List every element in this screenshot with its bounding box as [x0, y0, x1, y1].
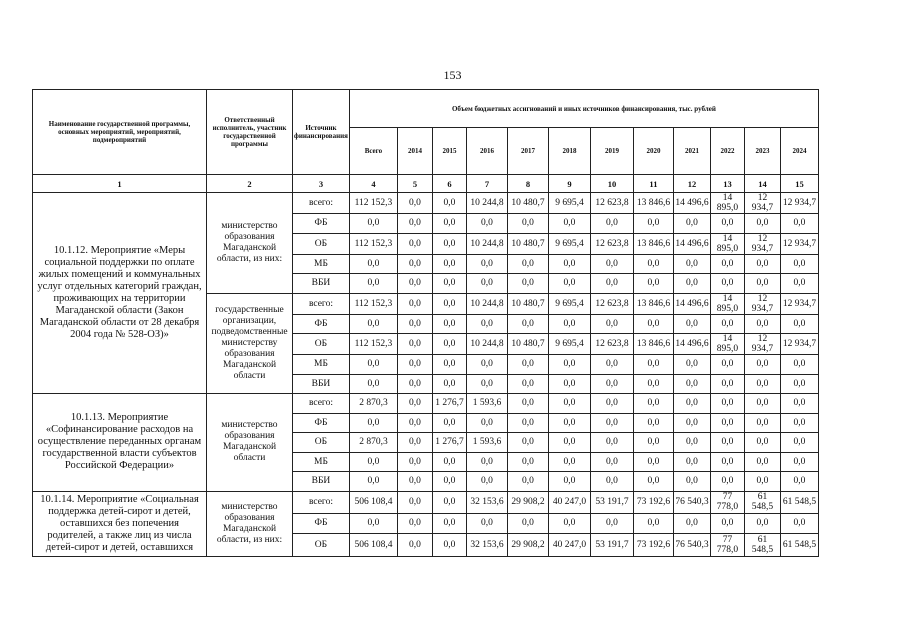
year-value-cell: 76 540,3	[673, 491, 710, 513]
year-value-cell: 77 778,0	[710, 534, 744, 556]
column-number: 14	[744, 175, 780, 193]
year-value-cell: 0,0	[673, 433, 710, 453]
column-number: 11	[633, 175, 673, 193]
year-value-cell: 0,0	[590, 433, 633, 453]
year-value-cell: 0,0	[590, 394, 633, 414]
year-value-cell: 61 548,5	[744, 534, 780, 556]
year-value-cell: 0,0	[633, 394, 673, 414]
year-value-cell: 0,0	[432, 193, 466, 214]
total-value-cell: 0,0	[349, 274, 397, 294]
column-number: 9	[548, 175, 590, 193]
source-cell: ФБ	[293, 413, 350, 433]
year-value-cell: 0,0	[633, 274, 673, 294]
executor-cell: министерство образования Магаданской области	[207, 394, 293, 492]
year-value-cell: 0,0	[633, 254, 673, 274]
column-number: 15	[780, 175, 818, 193]
source-cell: ФБ	[293, 513, 350, 534]
year-value-cell: 61 548,5	[780, 534, 818, 556]
year-value-cell: 1 276,7	[432, 433, 466, 453]
year-value-cell: 1 593,6	[466, 433, 507, 453]
year-value-cell: 0,0	[548, 254, 590, 274]
year-value-cell: 40 247,0	[548, 491, 590, 513]
year-value-cell: 0,0	[397, 233, 432, 254]
executor-cell: министерство образования Магаданской области, из них:	[207, 491, 293, 556]
column-number: 8	[507, 175, 548, 193]
year-value-cell: 0,0	[633, 433, 673, 453]
total-value-cell: 0,0	[349, 355, 397, 375]
year-value-cell: 9 695,4	[548, 193, 590, 214]
header-year: 2016	[466, 128, 507, 175]
year-value-cell: 12 934,7	[780, 334, 818, 355]
year-value-cell: 0,0	[432, 314, 466, 334]
header-year: 2017	[507, 128, 548, 175]
year-value-cell: 13 846,6	[633, 233, 673, 254]
year-value-cell: 0,0	[397, 491, 432, 513]
year-value-cell: 0,0	[673, 274, 710, 294]
year-value-cell: 53 191,7	[590, 534, 633, 556]
header-name: Наименование государственной программы, основных мероприятий, мероприятий, подмероприятий	[33, 90, 207, 175]
year-value-cell: 0,0	[397, 472, 432, 492]
year-value-cell: 0,0	[397, 374, 432, 394]
executor-cell: министерство образования Магаданской области, из них:	[207, 193, 293, 294]
year-value-cell: 0,0	[432, 274, 466, 294]
year-value-cell: 0,0	[507, 513, 548, 534]
year-value-cell: 0,0	[780, 472, 818, 492]
header-year: 2015	[432, 128, 466, 175]
column-number: 7	[466, 175, 507, 193]
year-value-cell: 0,0	[548, 413, 590, 433]
year-value-cell: 0,0	[744, 394, 780, 414]
year-value-cell: 0,0	[744, 274, 780, 294]
year-value-cell: 0,0	[710, 355, 744, 375]
header-year: 2024	[780, 128, 818, 175]
year-value-cell: 29 908,2	[507, 491, 548, 513]
year-value-cell: 0,0	[590, 452, 633, 472]
year-value-cell: 0,0	[590, 254, 633, 274]
year-value-cell: 0,0	[432, 214, 466, 234]
year-value-cell: 0,0	[590, 374, 633, 394]
year-value-cell: 9 695,4	[548, 233, 590, 254]
year-value-cell: 0,0	[397, 314, 432, 334]
budget-table	[32, 89, 819, 557]
year-value-cell: 9 695,4	[548, 334, 590, 355]
year-value-cell: 0,0	[780, 394, 818, 414]
year-value-cell: 0,0	[590, 314, 633, 334]
table-row	[33, 394, 819, 414]
column-number: 13	[710, 175, 744, 193]
total-value-cell: 2 870,3	[349, 394, 397, 414]
year-value-cell: 0,0	[710, 214, 744, 234]
year-value-cell: 0,0	[710, 452, 744, 472]
year-value-cell: 0,0	[466, 314, 507, 334]
year-value-cell: 0,0	[548, 214, 590, 234]
header-year: 2014	[397, 128, 432, 175]
year-value-cell: 0,0	[673, 472, 710, 492]
year-value-cell: 10 480,7	[507, 193, 548, 214]
measure-name: 10.1.13. Мероприятие «Софинансирование расходов на осуществление переданных органам государственной власти субъектов Российской Федерации»	[33, 394, 207, 492]
year-value-cell: 40 247,0	[548, 534, 590, 556]
column-number: 2	[207, 175, 293, 193]
year-value-cell: 0,0	[633, 413, 673, 433]
year-value-cell: 0,0	[466, 472, 507, 492]
header-year: 2019	[590, 128, 633, 175]
year-value-cell: 0,0	[397, 293, 432, 314]
year-value-cell: 12 623,8	[590, 193, 633, 214]
year-value-cell: 0,0	[507, 254, 548, 274]
year-value-cell: 0,0	[590, 274, 633, 294]
year-value-cell: 0,0	[780, 355, 818, 375]
source-cell: ВБИ	[293, 472, 350, 492]
year-value-cell: 14 496,6	[673, 293, 710, 314]
year-value-cell: 29 908,2	[507, 534, 548, 556]
year-value-cell: 10 244,8	[466, 233, 507, 254]
year-value-cell: 0,0	[397, 433, 432, 453]
year-value-cell: 14 496,6	[673, 334, 710, 355]
measure-name: 10.1.14. Мероприятие «Социальная поддержка детей-сирот и детей, оставшихся без попечения родителей, а также лиц из числа детей-сирот и детей, оставшихся	[33, 491, 207, 556]
year-value-cell: 14 496,6	[673, 193, 710, 214]
year-value-cell: 0,0	[710, 472, 744, 492]
year-value-cell: 12 623,8	[590, 233, 633, 254]
year-value-cell: 0,0	[710, 374, 744, 394]
year-value-cell: 53 191,7	[590, 491, 633, 513]
year-value-cell: 0,0	[432, 233, 466, 254]
year-value-cell: 0,0	[590, 472, 633, 492]
year-value-cell: 12 934,7	[744, 293, 780, 314]
year-value-cell: 0,0	[590, 513, 633, 534]
year-value-cell: 0,0	[397, 513, 432, 534]
year-value-cell: 73 192,6	[633, 534, 673, 556]
year-value-cell: 0,0	[710, 513, 744, 534]
table-row	[33, 491, 819, 513]
year-value-cell: 0,0	[710, 394, 744, 414]
year-value-cell: 0,0	[548, 433, 590, 453]
year-value-cell: 9 695,4	[548, 293, 590, 314]
year-value-cell: 32 153,6	[466, 534, 507, 556]
header-total: Всего	[349, 128, 397, 175]
year-value-cell: 14 496,6	[673, 233, 710, 254]
year-value-cell: 0,0	[744, 513, 780, 534]
year-value-cell: 0,0	[744, 452, 780, 472]
year-value-cell: 0,0	[507, 214, 548, 234]
year-value-cell: 0,0	[397, 394, 432, 414]
year-value-cell: 0,0	[780, 513, 818, 534]
year-value-cell: 0,0	[673, 452, 710, 472]
header-year: 2023	[744, 128, 780, 175]
year-value-cell: 12 623,8	[590, 334, 633, 355]
year-value-cell: 1 276,7	[432, 394, 466, 414]
year-value-cell: 0,0	[673, 254, 710, 274]
year-value-cell: 0,0	[780, 254, 818, 274]
column-number: 10	[590, 175, 633, 193]
total-value-cell: 0,0	[349, 254, 397, 274]
year-value-cell: 0,0	[710, 254, 744, 274]
year-value-cell: 32 153,6	[466, 491, 507, 513]
header-year: 2021	[673, 128, 710, 175]
year-value-cell: 0,0	[744, 214, 780, 234]
year-value-cell: 0,0	[673, 413, 710, 433]
year-value-cell: 0,0	[466, 413, 507, 433]
year-value-cell: 10 244,8	[466, 293, 507, 314]
year-value-cell: 0,0	[507, 314, 548, 334]
year-value-cell: 12 934,7	[744, 193, 780, 214]
column-number: 1	[33, 175, 207, 193]
year-value-cell: 13 846,6	[633, 293, 673, 314]
year-value-cell: 0,0	[432, 254, 466, 274]
year-value-cell: 0,0	[590, 355, 633, 375]
year-value-cell: 0,0	[633, 374, 673, 394]
year-value-cell: 0,0	[432, 513, 466, 534]
year-value-cell: 73 192,6	[633, 491, 673, 513]
total-value-cell: 112 152,3	[349, 193, 397, 214]
source-cell: ОБ	[293, 433, 350, 453]
year-value-cell: 0,0	[744, 374, 780, 394]
year-value-cell: 0,0	[397, 413, 432, 433]
year-value-cell: 0,0	[466, 355, 507, 375]
year-value-cell: 10 244,8	[466, 334, 507, 355]
year-value-cell: 0,0	[710, 274, 744, 294]
source-cell: ВБИ	[293, 374, 350, 394]
year-value-cell: 12 934,7	[780, 233, 818, 254]
column-number: 5	[397, 175, 432, 193]
year-value-cell: 1 593,6	[466, 394, 507, 414]
year-value-cell: 61 548,5	[780, 491, 818, 513]
year-value-cell: 10 480,7	[507, 334, 548, 355]
year-value-cell: 0,0	[548, 374, 590, 394]
source-cell: ОБ	[293, 334, 350, 355]
source-cell: всего:	[293, 193, 350, 214]
total-value-cell: 0,0	[349, 472, 397, 492]
year-value-cell: 10 480,7	[507, 233, 548, 254]
header-year: 2018	[548, 128, 590, 175]
year-value-cell: 0,0	[780, 274, 818, 294]
year-value-cell: 0,0	[548, 355, 590, 375]
source-cell: всего:	[293, 394, 350, 414]
total-value-cell: 0,0	[349, 214, 397, 234]
column-number: 6	[432, 175, 466, 193]
year-value-cell: 0,0	[590, 214, 633, 234]
year-value-cell: 0,0	[507, 413, 548, 433]
year-value-cell: 0,0	[507, 274, 548, 294]
column-number: 12	[673, 175, 710, 193]
year-value-cell: 0,0	[548, 513, 590, 534]
year-value-cell: 0,0	[507, 433, 548, 453]
year-value-cell: 14 895,0	[710, 193, 744, 214]
table-row	[33, 193, 819, 214]
year-value-cell: 0,0	[397, 214, 432, 234]
source-cell: всего:	[293, 293, 350, 314]
year-value-cell: 0,0	[548, 314, 590, 334]
year-value-cell: 0,0	[507, 394, 548, 414]
source-cell: ОБ	[293, 233, 350, 254]
year-value-cell: 0,0	[673, 513, 710, 534]
total-value-cell: 0,0	[349, 513, 397, 534]
year-value-cell: 0,0	[507, 472, 548, 492]
header-source: Источник финансирования	[293, 90, 350, 175]
year-value-cell: 12 934,7	[744, 233, 780, 254]
year-value-cell: 0,0	[744, 433, 780, 453]
year-value-cell: 0,0	[744, 413, 780, 433]
year-value-cell: 0,0	[466, 374, 507, 394]
year-value-cell: 0,0	[432, 452, 466, 472]
year-value-cell: 0,0	[744, 355, 780, 375]
year-value-cell: 0,0	[397, 452, 432, 472]
year-value-cell: 0,0	[744, 314, 780, 334]
executor-cell: государственные организации, подведомственные министерству образования Магаданской области	[207, 293, 293, 394]
year-value-cell: 0,0	[397, 334, 432, 355]
year-value-cell: 0,0	[633, 513, 673, 534]
year-value-cell: 0,0	[507, 452, 548, 472]
header-year: 2022	[710, 128, 744, 175]
year-value-cell: 0,0	[466, 254, 507, 274]
year-value-cell: 77 778,0	[710, 491, 744, 513]
total-value-cell: 0,0	[349, 374, 397, 394]
source-cell: ОБ	[293, 534, 350, 556]
total-value-cell: 506 108,4	[349, 534, 397, 556]
year-value-cell: 0,0	[744, 254, 780, 274]
year-value-cell: 0,0	[548, 472, 590, 492]
year-value-cell: 12 934,7	[780, 293, 818, 314]
year-value-cell: 0,0	[466, 214, 507, 234]
column-number: 4	[349, 175, 397, 193]
year-value-cell: 0,0	[548, 452, 590, 472]
year-value-cell: 76 540,3	[673, 534, 710, 556]
year-value-cell: 0,0	[432, 334, 466, 355]
year-value-cell: 0,0	[710, 314, 744, 334]
year-value-cell: 0,0	[633, 452, 673, 472]
year-value-cell: 0,0	[432, 413, 466, 433]
year-value-cell: 0,0	[466, 452, 507, 472]
year-value-cell: 13 846,6	[633, 334, 673, 355]
year-value-cell: 0,0	[507, 355, 548, 375]
year-value-cell: 0,0	[673, 314, 710, 334]
year-value-cell: 0,0	[466, 274, 507, 294]
year-value-cell: 0,0	[780, 314, 818, 334]
year-value-cell: 0,0	[548, 274, 590, 294]
year-value-cell: 0,0	[397, 355, 432, 375]
year-value-cell: 0,0	[673, 394, 710, 414]
year-value-cell: 0,0	[780, 413, 818, 433]
source-cell: МБ	[293, 254, 350, 274]
year-value-cell: 0,0	[432, 491, 466, 513]
year-value-cell: 0,0	[780, 214, 818, 234]
year-value-cell: 0,0	[633, 314, 673, 334]
source-cell: ВБИ	[293, 274, 350, 294]
total-value-cell: 112 152,3	[349, 334, 397, 355]
year-value-cell: 0,0	[780, 452, 818, 472]
source-cell: МБ	[293, 355, 350, 375]
year-value-cell: 0,0	[432, 293, 466, 314]
year-value-cell: 0,0	[432, 472, 466, 492]
year-value-cell: 0,0	[633, 355, 673, 375]
year-value-cell: 12 623,8	[590, 293, 633, 314]
year-value-cell: 0,0	[507, 374, 548, 394]
header-volume: Объем бюджетных ассигнований и иных источников финансирования, тыс. рублей	[349, 90, 818, 128]
year-value-cell: 61 548,5	[744, 491, 780, 513]
total-value-cell: 506 108,4	[349, 491, 397, 513]
year-value-cell: 0,0	[673, 374, 710, 394]
total-value-cell: 112 152,3	[349, 293, 397, 314]
year-value-cell: 0,0	[633, 214, 673, 234]
year-value-cell: 0,0	[590, 413, 633, 433]
year-value-cell: 0,0	[673, 355, 710, 375]
column-number: 3	[293, 175, 350, 193]
page-number: 153	[443, 68, 462, 82]
year-value-cell: 14 895,0	[710, 293, 744, 314]
year-value-cell: 0,0	[432, 374, 466, 394]
year-value-cell: 0,0	[633, 472, 673, 492]
year-value-cell: 12 934,7	[744, 334, 780, 355]
header-executor: Ответственный исполнитель, участник государственной программы	[207, 90, 293, 175]
total-value-cell: 112 152,3	[349, 233, 397, 254]
year-value-cell: 0,0	[548, 394, 590, 414]
year-value-cell: 0,0	[710, 433, 744, 453]
header-year: 2020	[633, 128, 673, 175]
year-value-cell: 0,0	[710, 413, 744, 433]
year-value-cell: 10 244,8	[466, 193, 507, 214]
total-value-cell: 0,0	[349, 314, 397, 334]
year-value-cell: 0,0	[397, 254, 432, 274]
year-value-cell: 0,0	[397, 534, 432, 556]
year-value-cell: 0,0	[673, 214, 710, 234]
year-value-cell: 14 895,0	[710, 233, 744, 254]
year-value-cell: 0,0	[397, 274, 432, 294]
year-value-cell: 0,0	[432, 355, 466, 375]
source-cell: МБ	[293, 452, 350, 472]
year-value-cell: 10 480,7	[507, 293, 548, 314]
total-value-cell: 0,0	[349, 413, 397, 433]
total-value-cell: 0,0	[349, 452, 397, 472]
source-cell: ФБ	[293, 314, 350, 334]
year-value-cell: 0,0	[780, 433, 818, 453]
year-value-cell: 0,0	[744, 472, 780, 492]
year-value-cell: 0,0	[397, 193, 432, 214]
measure-name: 10.1.12. Мероприятие «Меры социальной поддержки по оплате жилых помещений и коммунальных услуг отдельных категорий граждан, проживающих на территории Магаданской области (Закон Магаданской области от 28 декабря 2004 года № 528-ОЗ)»	[33, 193, 207, 394]
year-value-cell: 13 846,6	[633, 193, 673, 214]
year-value-cell: 14 895,0	[710, 334, 744, 355]
year-value-cell: 0,0	[466, 513, 507, 534]
source-cell: всего:	[293, 491, 350, 513]
year-value-cell: 0,0	[432, 534, 466, 556]
year-value-cell: 0,0	[780, 374, 818, 394]
year-value-cell: 12 934,7	[780, 193, 818, 214]
total-value-cell: 2 870,3	[349, 433, 397, 453]
source-cell: ФБ	[293, 214, 350, 234]
